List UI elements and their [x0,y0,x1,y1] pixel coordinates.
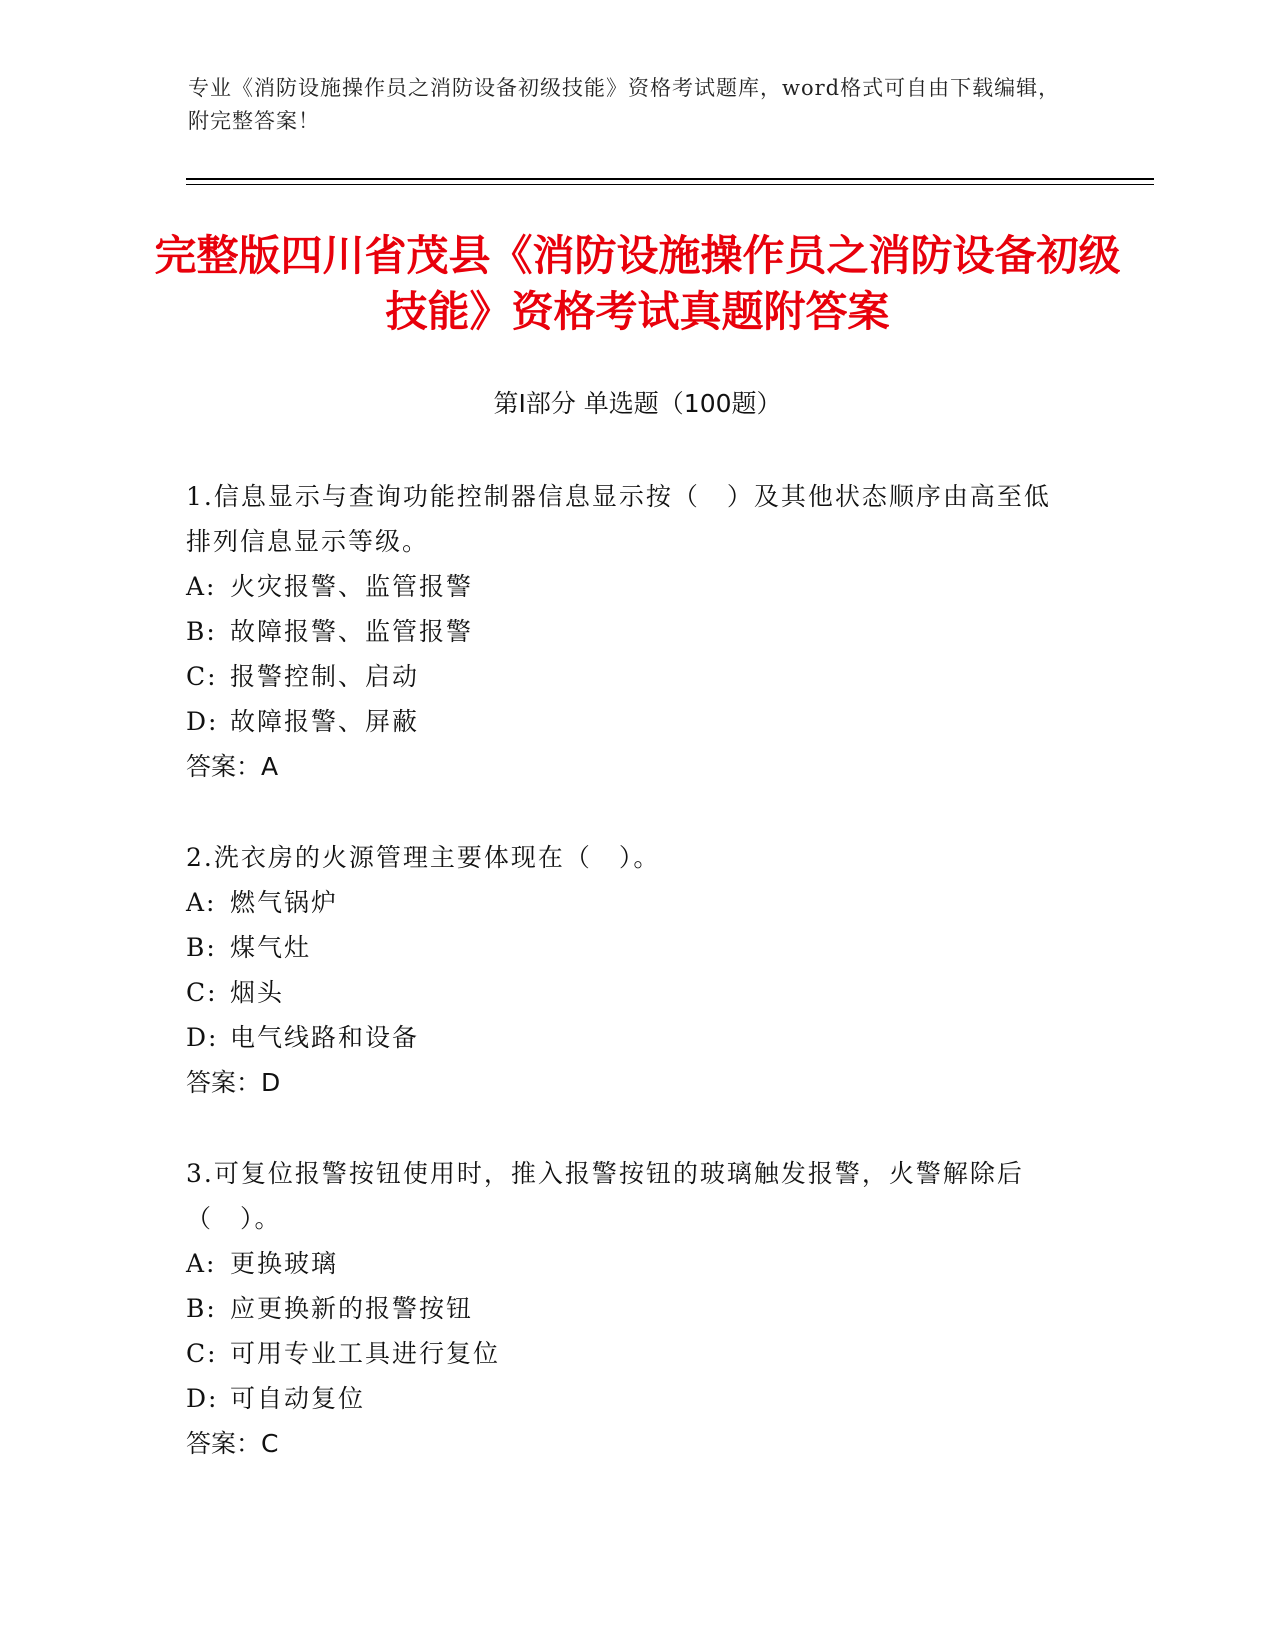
option-text: 可用专业工具进行复位 [230,1339,501,1368]
option-letter: D: [186,1023,219,1052]
option-c [186,1331,1066,1376]
option-letter: A: [186,1249,217,1278]
section-heading: 第I部分 单选题（100题） [493,389,782,418]
option-c [186,970,1066,1015]
question-3 [186,1151,1066,1466]
option-text: 更换玻璃 [230,1249,339,1278]
answer-line: 答案：A [186,752,279,781]
option-text: 故障报警、监管报警 [230,617,474,646]
option-text: 燃气锅炉 [230,888,339,917]
question-1 [186,474,1066,789]
option-letter: C: [186,662,218,691]
option-letter: A: [186,888,217,917]
option-b [186,609,1066,654]
option-text: 煤气灶 [230,933,312,962]
question-list [186,474,1066,1512]
option-letter: A: [186,572,217,601]
option-text: 故障报警、屏蔽 [230,707,420,736]
answer-line: 答案：D [186,1068,281,1097]
header-rule-thin [186,184,1154,185]
option-c [186,654,1066,699]
question-2 [186,835,1066,1105]
answer-line: 答案：C [186,1429,279,1458]
option-text: 应更换新的报警按钮 [230,1294,474,1323]
question-stem: 2.洗衣房的火源管理主要体现在（ ）。 [186,843,661,872]
option-text: 烟头 [230,978,285,1007]
option-b [186,925,1066,970]
header-note: 专业《消防设施操作员之消防设备初级技能》资格考试题库，word格式可自由下载编辑，附完整答案！ [188,76,1061,133]
option-d [186,1376,1066,1421]
option-letter: B: [186,933,217,962]
option-a [186,564,1066,609]
option-letter: C: [186,978,218,1007]
option-d [186,699,1066,744]
option-letter: B: [186,617,217,646]
document-title: 完整版四川省茂县《消防设施操作员之消防设备初级技能》资格考试真题附答案 [154,231,1121,336]
option-text: 报警控制、启动 [230,662,420,691]
question-stem: 1.信息显示与查询功能控制器信息显示按（ ）及其他状态顺序由高至低排列信息显示等级。 [186,482,1051,556]
question-stem: 3.可复位报警按钮使用时，推入报警按钮的玻璃触发报警，火警解除后（ ）。 [186,1159,1024,1233]
option-a [186,880,1066,925]
option-letter: D: [186,1384,219,1413]
option-letter: D: [186,707,219,736]
option-d [186,1015,1066,1060]
option-text: 可自动复位 [230,1384,366,1413]
option-text: 电气线路和设备 [230,1023,420,1052]
option-b [186,1286,1066,1331]
option-a [186,1241,1066,1286]
option-letter: C: [186,1339,218,1368]
option-letter: B: [186,1294,217,1323]
header-rule-thick [186,178,1154,180]
option-text: 火灾报警、监管报警 [230,572,474,601]
